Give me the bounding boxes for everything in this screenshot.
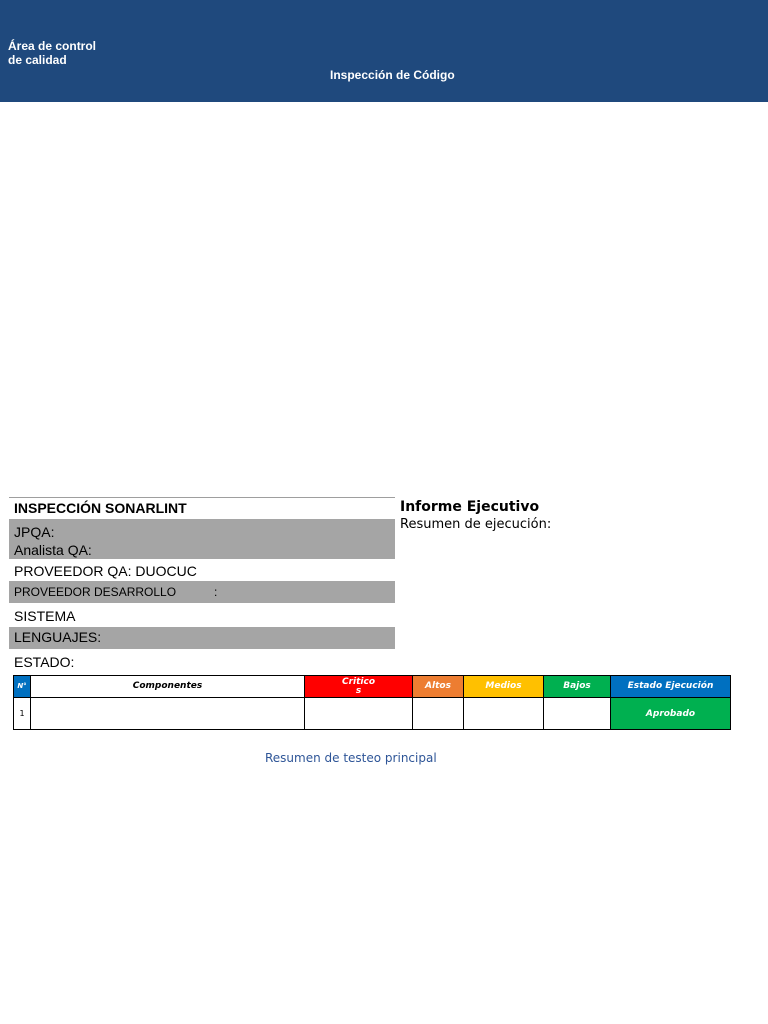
cell-n: 1	[14, 698, 31, 730]
executive-subtitle: Resumen de ejecución:	[400, 517, 552, 532]
cell-estado-aprobado: Aprobado	[611, 698, 731, 730]
estado-row: ESTADO:	[14, 654, 75, 670]
results-header-row	[14, 676, 731, 698]
header-area-line1: Área de control	[8, 39, 97, 53]
cell-medios	[464, 698, 544, 730]
header-criticos-line2: s	[355, 685, 362, 696]
lenguajes-row: LENGUAJES:	[9, 627, 395, 649]
inspection-title: INSPECCIÓN SONARLINT	[9, 497, 395, 519]
proveedor-desarrollo-colon: :	[214, 585, 218, 599]
table-row	[14, 698, 731, 730]
header-n: N°	[14, 676, 31, 698]
header-area-line2: de calidad	[8, 53, 67, 67]
proveedor-desarrollo-label: PROVEEDOR DESARROLLO	[14, 585, 177, 599]
header-criticos-line1: Critico	[341, 676, 376, 687]
header-medios: Medios	[464, 676, 544, 698]
results-table	[13, 675, 731, 730]
jpqa-row	[9, 519, 395, 559]
sistema-row: SISTEMA	[14, 608, 76, 624]
analista-label: Analista QA:	[14, 542, 92, 558]
inspection-info-table	[9, 497, 395, 673]
cell-criticos	[305, 698, 413, 730]
proveedor-qa-row: PROVEEDOR QA: DUOCUC	[14, 563, 197, 579]
executive-title: Informe Ejecutivo	[400, 499, 540, 515]
header-estado: Estado Ejecución	[611, 676, 731, 698]
cell-componentes	[31, 698, 305, 730]
header-title: Inspección de Código	[330, 68, 455, 82]
header-criticos	[305, 676, 413, 698]
executive-report	[400, 499, 551, 534]
cell-altos	[413, 698, 464, 730]
header-bajos: Bajos	[544, 676, 611, 698]
header-area	[8, 39, 96, 67]
jpqa-label: JPQA:	[14, 524, 55, 540]
cell-bajos	[544, 698, 611, 730]
header-componentes: Componentes	[31, 676, 305, 698]
proveedor-desarrollo-row	[9, 581, 395, 603]
page-header	[0, 0, 768, 102]
table-caption: Resumen de testeo principal	[265, 751, 437, 765]
header-altos: Altos	[413, 676, 464, 698]
